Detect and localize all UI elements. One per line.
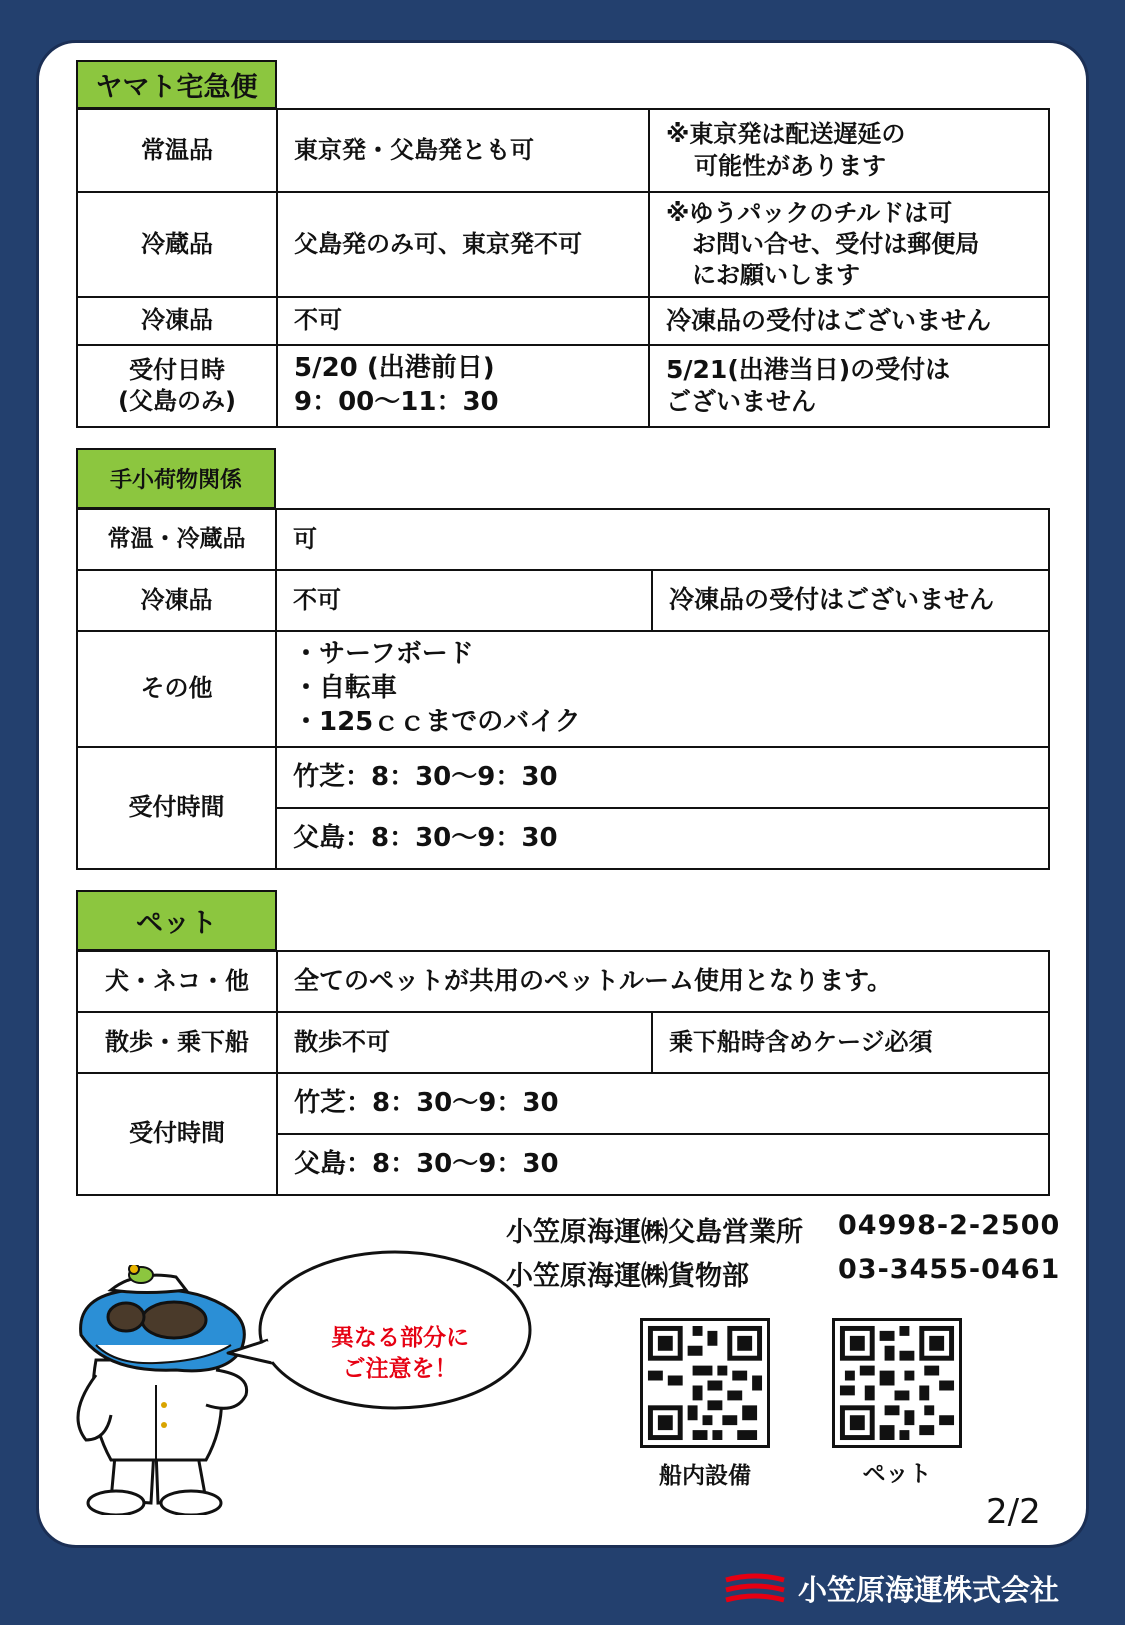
section-tag-pet: ペット	[76, 890, 277, 951]
company-logo-icon	[722, 1572, 788, 1606]
table-row	[77, 109, 1049, 192]
page-number: 2/2	[986, 1492, 1041, 1532]
row-body	[276, 631, 1049, 747]
row-body: 不可	[277, 297, 649, 345]
contact-name-1: 小笠原海運㈱父島営業所	[506, 1217, 803, 1248]
row-body: 不可	[276, 570, 652, 631]
footer-company	[722, 1568, 1059, 1609]
qr-label-pet: ペット	[862, 1461, 932, 1487]
table-row	[77, 192, 1049, 297]
table-row	[77, 345, 1049, 427]
table-row	[77, 297, 1049, 345]
row-note: ※ゆうパックのチルドは可 お問い合せ、受付は郵便局 にお願いします	[649, 192, 1049, 297]
row-note: 5/21(出港当日)の受付は ございません	[649, 345, 1049, 427]
row-head: 受付日時 (父島のみ)	[77, 345, 277, 427]
section-tag-yamato: ヤマト宅急便	[76, 60, 277, 109]
qr-pattern-icon	[835, 1321, 959, 1445]
row-body: 父島発のみ可、東京発不可	[277, 192, 649, 297]
list-item: ・サーフボード	[293, 639, 474, 670]
speech-bubble-text: 異なる部分に ご注意を！	[331, 1325, 469, 1383]
list-item: ・125ｃｃまでのバイク	[293, 706, 581, 737]
handcarry-table	[76, 508, 1050, 870]
row-note: 乗下船時含めケージ必須	[652, 1012, 1049, 1073]
yamato-table	[76, 108, 1050, 428]
row-body: 竹芝：8：30〜9：30	[277, 1073, 1049, 1134]
table-row	[77, 747, 1049, 808]
table-row	[77, 1012, 1049, 1073]
table-row	[77, 631, 1049, 747]
table-row	[77, 509, 1049, 570]
contact-name-2: 小笠原海運㈱貨物部	[506, 1261, 749, 1292]
row-note: 冷凍品の受付はございません	[652, 570, 1049, 631]
qr-pattern-icon	[643, 1321, 767, 1445]
row-body: 父島：8：30〜9：30	[277, 1134, 1049, 1195]
row-body: 可	[276, 509, 1049, 570]
row-head: 散歩・乗下船	[77, 1012, 277, 1073]
row-head: 常温品	[77, 109, 277, 192]
list-item: ・自転車	[293, 673, 398, 704]
row-head: 常温・冷蔵品	[77, 509, 276, 570]
row-body: 全てのペットが共用のペットルーム使用となります。	[277, 951, 1049, 1012]
row-body: 5/20 (出港前日) 9：00〜11：30	[277, 345, 649, 427]
row-head: 冷凍品	[77, 570, 276, 631]
contact-tel-2[interactable]: 03-3455-0461	[838, 1254, 1061, 1285]
contact-tel-1[interactable]: 04998-2-2500	[838, 1210, 1061, 1241]
table-row	[77, 1073, 1049, 1134]
row-head: 冷蔵品	[77, 192, 277, 297]
row-head: 冷凍品	[77, 297, 277, 345]
row-body: 父島：8：30〜9：30	[276, 808, 1049, 869]
qr-label-ship-facilities: 船内設備	[659, 1463, 751, 1489]
row-head: 受付時間	[77, 747, 276, 869]
row-body: 東京発・父島発とも可	[277, 109, 649, 192]
row-body: 竹芝：8：30〜9：30	[276, 747, 1049, 808]
row-head: 受付時間	[77, 1073, 277, 1195]
qr-code-pet[interactable]	[832, 1318, 962, 1448]
section-tag-handcarry: 手小荷物関係	[76, 448, 276, 509]
company-name: 小笠原海運株式会社	[798, 1573, 1060, 1607]
qr-code-ship-facilities[interactable]	[640, 1318, 770, 1448]
table-row	[77, 570, 1049, 631]
row-note: ※東京発は配送遅延の 可能性があります	[649, 109, 1049, 192]
table-row	[77, 951, 1049, 1012]
row-note: 冷凍品の受付はございません	[649, 297, 1049, 345]
row-head: 犬・ネコ・他	[77, 951, 277, 1012]
pet-table	[76, 950, 1050, 1196]
row-body: 散歩不可	[277, 1012, 652, 1073]
row-head: その他	[77, 631, 276, 747]
